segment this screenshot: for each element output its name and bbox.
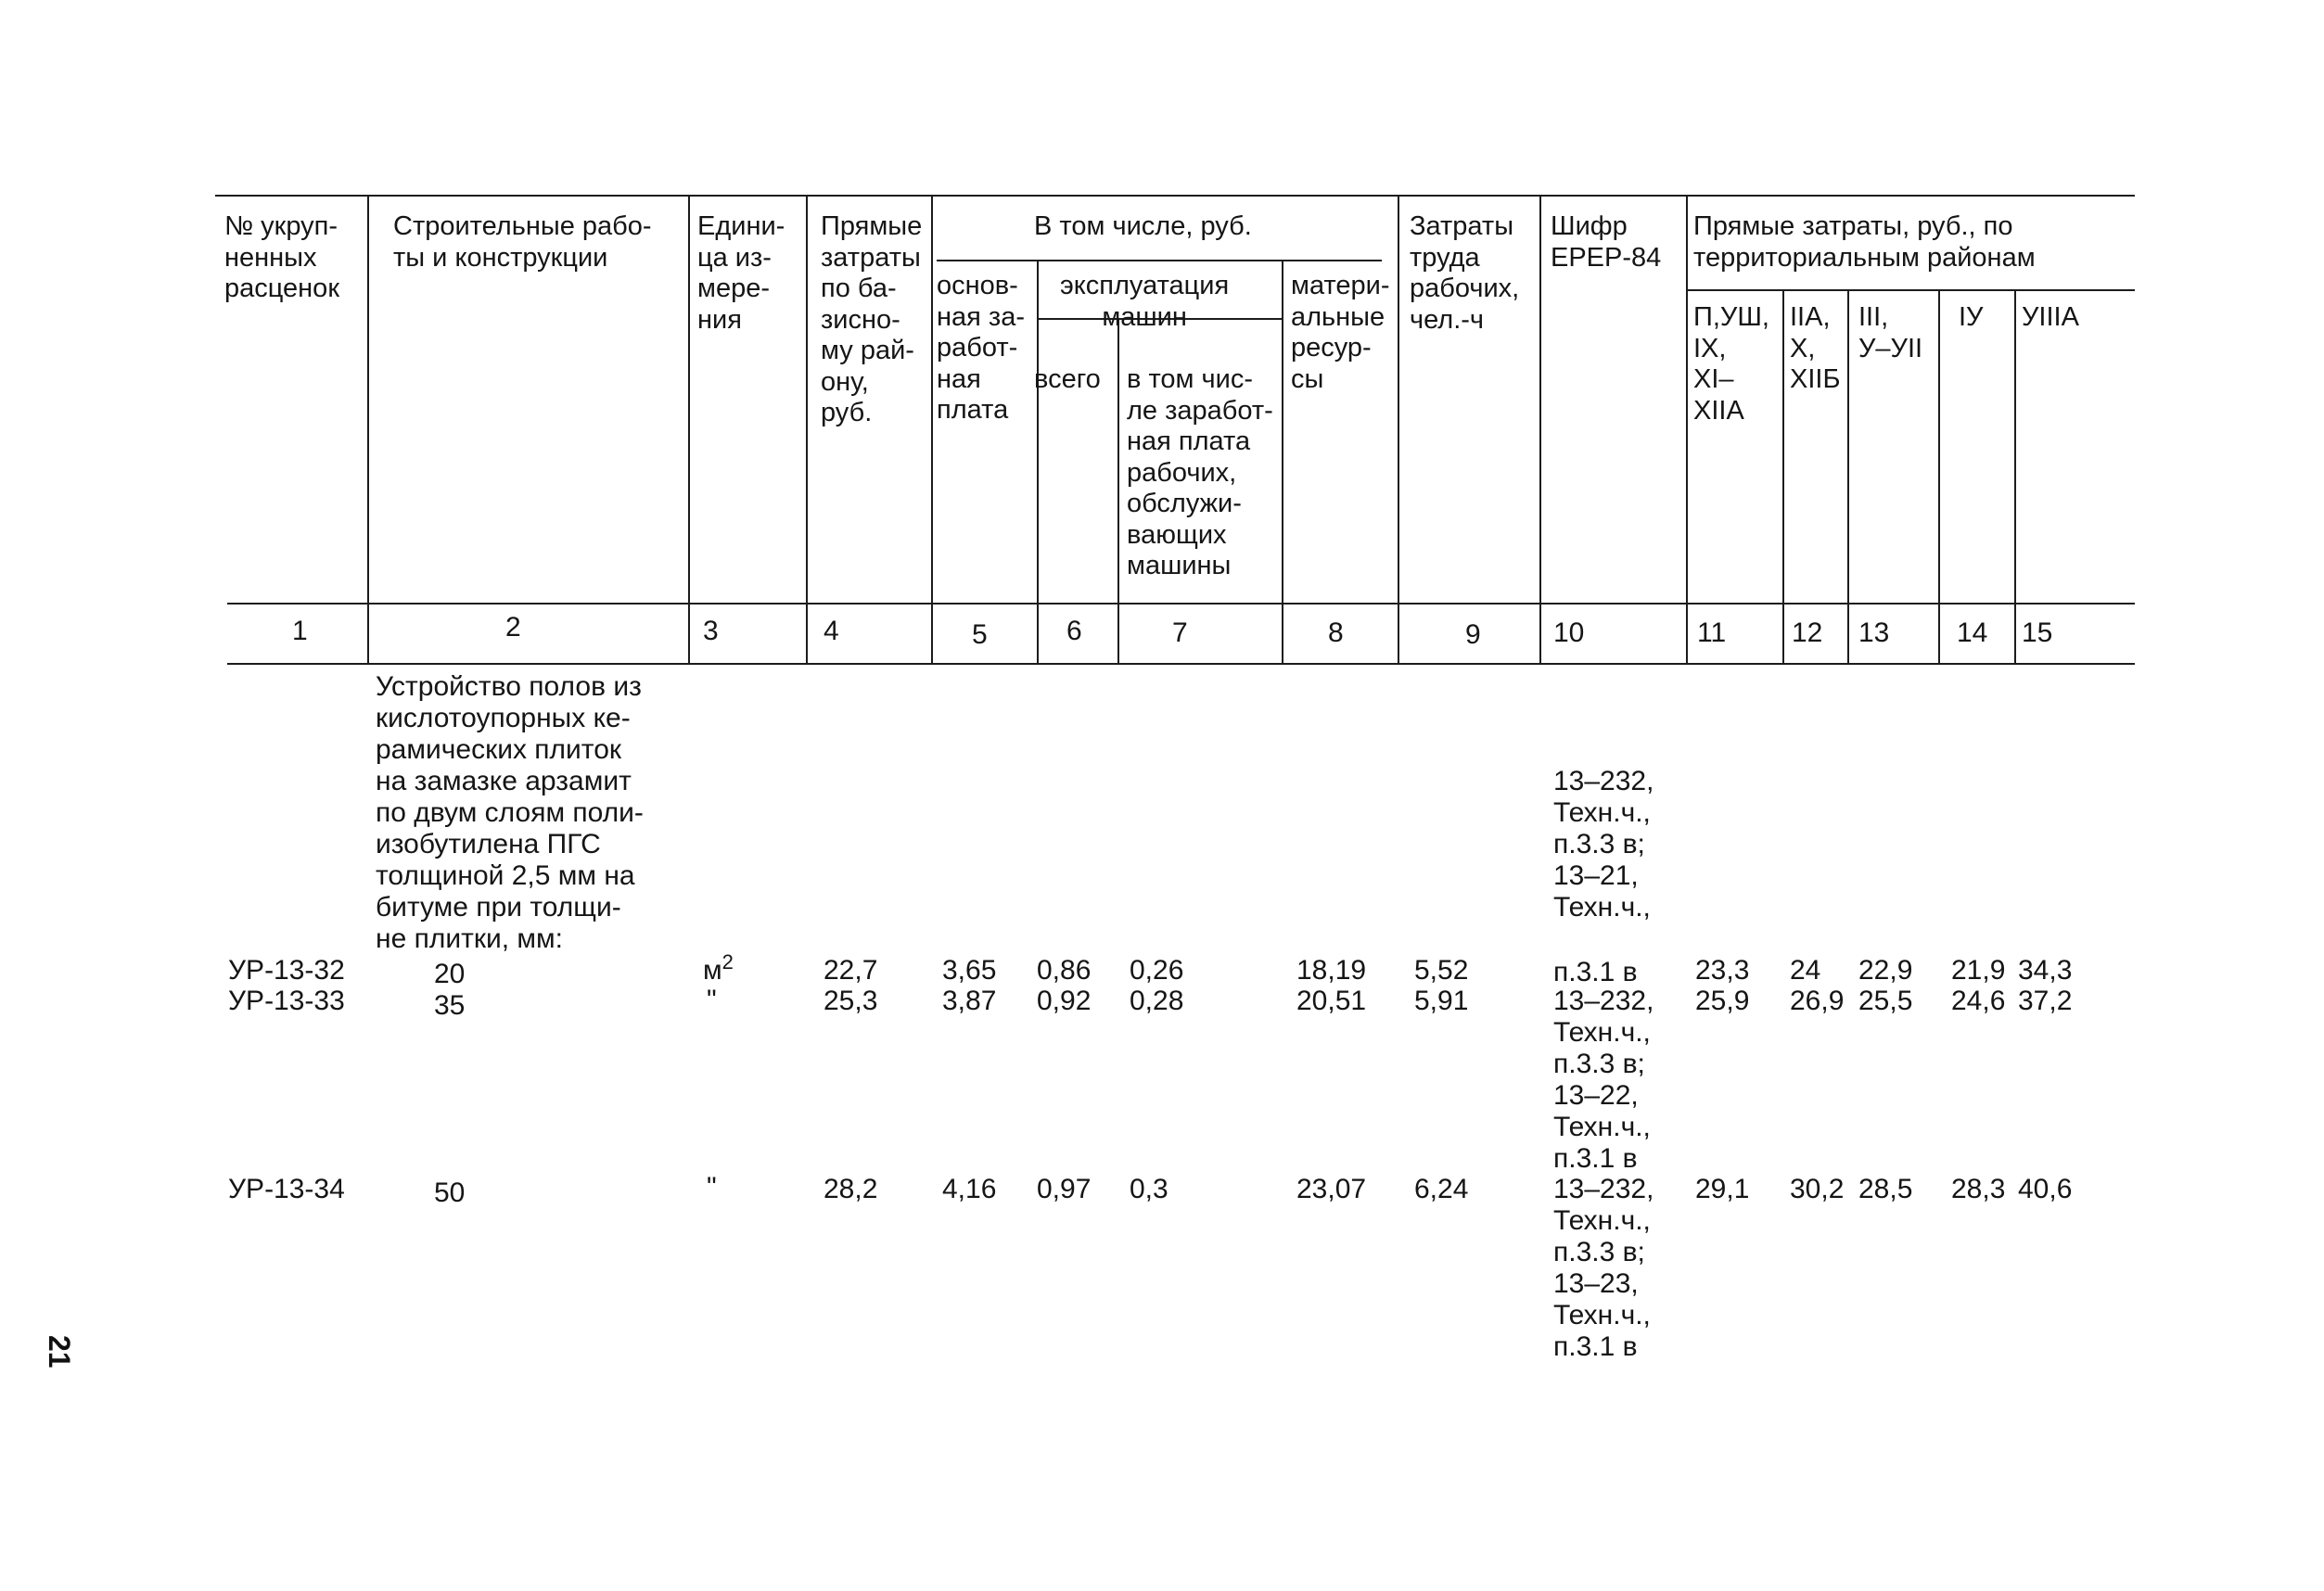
row-thickness: 35	[434, 990, 466, 1021]
row-materials: 23,07	[1296, 1174, 1367, 1204]
row-region-14: 24,6	[1951, 986, 2006, 1016]
colnum-7: 7	[1172, 617, 1188, 648]
header-region-14: IУ	[1959, 302, 1984, 332]
row-code: УР-13-33	[228, 986, 345, 1016]
colnum-14: 14	[1957, 617, 1988, 648]
row-unit-sup: 2	[721, 950, 734, 974]
row-region-13: 28,5	[1858, 1174, 1913, 1204]
row-shifr: 13–232, Техн.ч., п.3.3 в; 13–22, Техн.ч., п.3.1 в	[1553, 986, 1654, 1174]
row-direct: 22,7	[824, 955, 878, 986]
row-region-15: 37,2	[2018, 986, 2073, 1016]
row-region-13: 22,9	[1858, 955, 1913, 986]
row-code: УР-13-32	[228, 955, 345, 986]
row-direct: 25,3	[824, 986, 878, 1016]
row-mach-total: 0,97	[1037, 1174, 1092, 1204]
section-title: Устройство полов из кислотоупорных ке- рамических плиток на замазке арзамит по двум слоям поли- изобутилена ПГС толщиной 2,5 мм на битуме при толщи- не плитки, мм:	[376, 671, 644, 954]
row-mach-wage: 0,3	[1130, 1174, 1168, 1204]
colnum-4: 4	[824, 616, 839, 646]
header-region-13: III, У–УII	[1858, 302, 1923, 363]
rule-group-regions	[1686, 289, 2135, 291]
row-mach-wage: 0,26	[1130, 955, 1184, 986]
vrule-12	[1847, 289, 1849, 663]
page-number: 21	[43, 1335, 76, 1368]
row-labor: 6,24	[1414, 1174, 1469, 1204]
row-wage: 4,16	[942, 1174, 997, 1204]
header-base-wage: основ- ная за- работ- ная плата	[937, 271, 1025, 425]
vrule-8	[1398, 195, 1399, 663]
header-unit: Едини- ца из- мере- ния	[697, 211, 785, 335]
header-works: Строительные рабо- ты и конструкции	[393, 211, 652, 273]
row-shifr: 13–232, Техн.ч., п.3.3 в; 13–23, Техн.ч., п.3.1 в	[1553, 1174, 1654, 1362]
header-region-12: IIА, X, XIIБ	[1790, 302, 1841, 394]
row-region-13: 25,5	[1858, 986, 1913, 1016]
shifr-pre: 13–232, Техн.ч., п.3.3 в; 13–21, Техн.ч.,	[1553, 766, 1654, 923]
row-thickness: 50	[434, 1177, 466, 1208]
vrule-1	[367, 195, 369, 663]
vrule-11	[1782, 289, 1784, 663]
header-code: № укруп- ненных расценок	[224, 211, 340, 303]
colnum-9: 9	[1465, 619, 1481, 650]
rule-group-incl	[937, 260, 1382, 261]
header-labor: Затраты труда рабочих, чел.-ч	[1410, 211, 1520, 335]
vrule-7	[1282, 260, 1283, 663]
vrule-3	[806, 195, 808, 663]
colnum-1: 1	[292, 616, 308, 646]
vrule-9	[1539, 195, 1541, 663]
row-region-15: 40,6	[2018, 1174, 2073, 1204]
row-region-15: 34,3	[2018, 955, 2073, 986]
vrule-2	[688, 195, 690, 663]
numbers-bottom-rule	[227, 663, 2135, 665]
header-shifr: Шифр ЕРЕР-84	[1551, 211, 1662, 273]
row-region-12: 30,2	[1790, 1174, 1845, 1204]
header-machines: эксплуатация машин	[1060, 271, 1230, 332]
row-materials: 18,19	[1296, 955, 1367, 986]
row-unit-base: м	[703, 955, 722, 986]
row-region-12: 24	[1790, 955, 1821, 986]
row-materials: 20,51	[1296, 986, 1367, 1016]
row-region-14: 21,9	[1951, 955, 2006, 986]
row-region-11: 29,1	[1695, 1174, 1750, 1204]
colnum-12: 12	[1792, 617, 1823, 648]
colnum-8: 8	[1328, 617, 1344, 648]
header-direct-costs: Прямые затраты по ба- зисно- му рай- ону, руб.	[821, 211, 923, 427]
row-labor: 5,91	[1414, 986, 1469, 1016]
vrule-4	[931, 195, 933, 663]
row-direct: 28,2	[824, 1174, 878, 1204]
colnum-15: 15	[2022, 617, 2053, 648]
row-region-12: 26,9	[1790, 986, 1845, 1016]
row-wage: 3,87	[942, 986, 997, 1016]
row-unit: "	[707, 1172, 717, 1203]
header-region-11: П,УШ, IX, XI– XIIА	[1693, 302, 1769, 426]
header-materials: матери- альные ресур- сы	[1291, 271, 1390, 394]
row-mach-total: 0,86	[1037, 955, 1092, 986]
row-mach-total: 0,92	[1037, 986, 1092, 1016]
row-code: УР-13-34	[228, 1174, 345, 1204]
header-machines-wage: в том чис- ле заработ- ная плата рабочих, обслужи- вающих машины	[1127, 364, 1273, 580]
row-unit: "	[707, 985, 717, 1015]
vrule-14	[2014, 289, 2016, 663]
header-including: В том числе, руб.	[1034, 211, 1252, 241]
colnum-2: 2	[505, 612, 521, 643]
vrule-10	[1686, 195, 1688, 663]
table-top-rule	[215, 195, 2135, 197]
vrule-13	[1938, 289, 1940, 663]
header-machines-total: всего	[1034, 364, 1101, 394]
row-shifr: п.3.1 в	[1553, 957, 1638, 987]
header-region-15: УIIIА	[2022, 302, 2079, 332]
vrule-5	[1037, 260, 1039, 663]
colnum-11: 11	[1697, 617, 1727, 648]
colnum-5: 5	[972, 619, 988, 650]
colnum-3: 3	[703, 616, 719, 646]
row-labor: 5,52	[1414, 955, 1469, 986]
row-region-14: 28,3	[1951, 1174, 2006, 1204]
row-thickness: 20	[434, 959, 466, 989]
row-region-11: 23,3	[1695, 955, 1750, 986]
row-mach-wage: 0,28	[1130, 986, 1184, 1016]
colnum-13: 13	[1858, 617, 1890, 648]
vrule-6	[1117, 318, 1119, 663]
colnum-6: 6	[1066, 616, 1082, 646]
row-region-11: 25,9	[1695, 986, 1750, 1016]
row-unit	[703, 950, 734, 986]
header-regions: Прямые затраты, руб., по территориальным районам	[1693, 211, 2036, 273]
row-wage: 3,65	[942, 955, 997, 986]
colnum-10: 10	[1553, 617, 1585, 648]
